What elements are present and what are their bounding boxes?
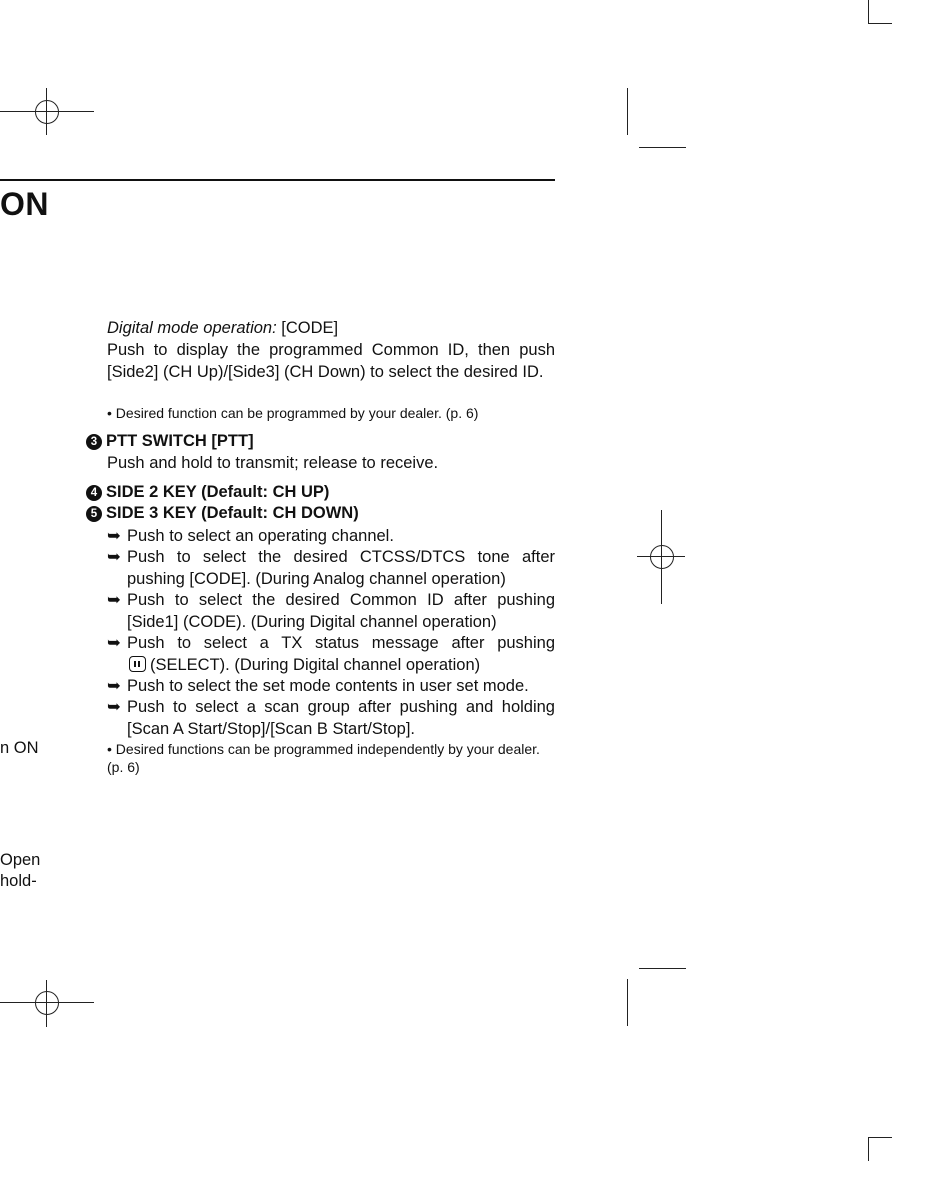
number-4-icon: 4 <box>86 485 102 501</box>
arrow-icon: ➥ <box>107 527 121 545</box>
crop-mark <box>627 979 628 1026</box>
ptt-heading-text: PTT SWITCH [PTT] <box>106 432 254 450</box>
crop-mark <box>868 1137 892 1138</box>
crop-mark <box>639 968 686 969</box>
digital-mode-description: Push to display the programmed Common ID, then push [Side2] (CH Up)/[Side3] (CH Down) to select the desired ID. <box>107 341 555 381</box>
crop-mark <box>868 0 869 24</box>
arrow-icon: ➥ <box>107 677 121 695</box>
side-keys-note: • Desired functions can be programmed independently by your dealer. (p. 6) <box>107 741 540 775</box>
pause-key-icon <box>129 656 146 672</box>
side-key-bullet <box>107 526 555 548</box>
registration-mark <box>0 88 94 135</box>
side2-heading-text: SIDE 2 KEY (Default: CH UP) <box>106 483 330 501</box>
left-column-fragment: Open <box>0 851 41 869</box>
bullet-text: Push to select a TX status message after pushing <box>127 634 555 652</box>
digital-mode-label <box>107 318 555 340</box>
arrow-icon: ➥ <box>107 548 121 566</box>
bullet-text: Push to select a scan group after pushing and holding [Scan A Start/Stop]/[Scan B Start/Stop]. <box>127 698 555 738</box>
crop-mark <box>639 147 686 148</box>
number-3-icon: 3 <box>86 434 102 450</box>
registration-mark <box>637 510 685 604</box>
crop-mark <box>868 23 892 24</box>
digital-mode-key: [CODE] <box>276 319 339 337</box>
side-key-bullet <box>107 633 555 676</box>
side-key-bullet <box>107 547 555 590</box>
side-key-bullet <box>107 590 555 633</box>
side3-heading <box>86 503 359 524</box>
crop-mark <box>868 1137 869 1161</box>
section-rule <box>0 179 555 181</box>
side2-heading <box>86 482 329 503</box>
ptt-description: Push and hold to transmit; release to receive. <box>107 454 439 472</box>
arrow-icon: ➥ <box>107 634 121 652</box>
ptt-heading <box>86 431 254 452</box>
section-title-fragment: ON <box>0 186 49 222</box>
number-5-icon: 5 <box>86 506 102 522</box>
bullet-text: Push to select the desired Common ID after pushing [Side1] (CODE). (During Digital channel operation) <box>127 591 555 631</box>
crop-mark <box>627 88 628 135</box>
registration-mark <box>0 980 94 1027</box>
left-column-fragment: hold- <box>0 872 37 890</box>
left-column-fragment: n ON <box>0 739 39 757</box>
bullet-text: Push to select the desired CTCSS/DTCS tone after pushing [CODE]. (During Analog channel operation) <box>127 548 555 588</box>
bullet-text: Push to select the set mode contents in user set mode. <box>127 677 529 695</box>
digital-mode-italic: Digital mode operation: <box>107 319 277 337</box>
digital-mode-note: • Desired function can be programmed by your dealer. (p. 6) <box>107 405 479 421</box>
side-key-bullet <box>107 676 555 698</box>
bullet-text-select: (SELECT). (During Digital channel operation) <box>150 655 481 674</box>
arrow-icon: ➥ <box>107 591 121 609</box>
side3-heading-text: SIDE 3 KEY (Default: CH DOWN) <box>106 504 359 522</box>
arrow-icon: ➥ <box>107 698 121 716</box>
bullet-text: Push to select an operating channel. <box>127 527 394 545</box>
side-key-bullet <box>107 697 555 740</box>
bullet-text-continued <box>127 655 555 677</box>
